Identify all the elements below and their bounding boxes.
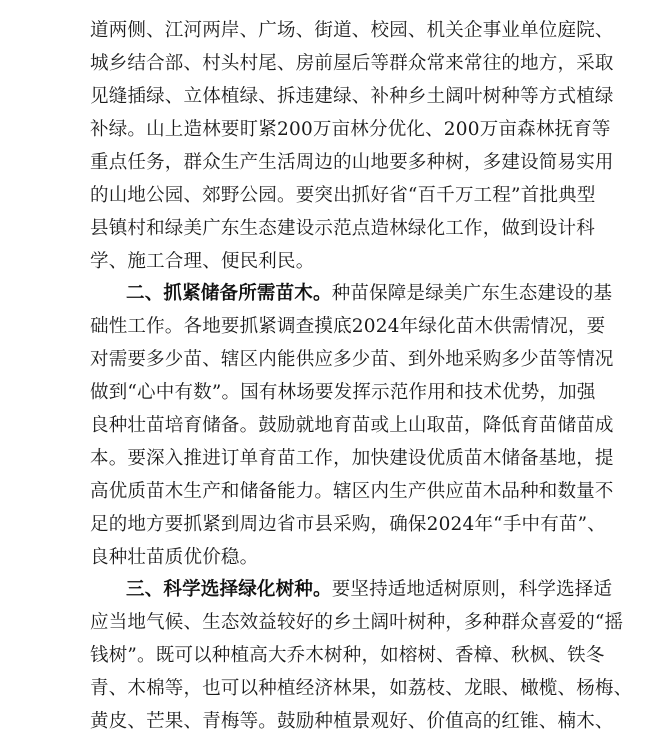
paragraph-text: 础性工作。各地要抓紧调查摸底2024年绿化苗木供需情况，要 xyxy=(90,316,606,337)
paragraph-text: 高优质苗木生产和储备能力。辖区内生产供应苗木品种和数量不 xyxy=(90,481,614,502)
text-line xyxy=(90,477,614,507)
section-heading: 三、科学选择绿化树种。 xyxy=(126,579,332,600)
paragraph-text: 应当地气候、生态效益较好的乡土阔叶树种，多种群众喜爱的“摇 xyxy=(90,612,624,633)
paragraph-text: 良种壮苗培育储备。鼓励就地育苗或上山取苗，降低育苗储苗成 xyxy=(90,415,614,436)
paragraph-text: 钱树”。既可以种植高大乔木树种，如榕树、香樟、秋枫、铁冬 xyxy=(90,645,605,666)
paragraph-text: 黄皮、芒果、青梅等。鼓励种植景观好、价值高的红锥、楠木、 xyxy=(90,711,614,732)
text-line xyxy=(90,444,614,474)
text-line xyxy=(90,674,632,704)
paragraph-text: 要坚持适地适树原则，科学选择适 xyxy=(331,579,613,600)
text-line xyxy=(90,411,614,441)
paragraph-text: 补绿。山上造林要盯紧200万亩林分优化、200万亩森林抚育等 xyxy=(90,119,611,140)
paragraph-text: 道两侧、江河两岸、广场、街道、校园、机关企事业单位庭院、 xyxy=(90,20,614,41)
paragraph-text: 足的地方要抓紧到周边省市县采购，确保2024年“手中有苗”、 xyxy=(90,514,606,535)
text-line xyxy=(90,49,614,79)
paragraph-text: 学、施工合理、便民利民。 xyxy=(90,251,315,272)
paragraph-text: 的山地公园、郊野公园。要突出抓好省“百千万工程”首批典型 xyxy=(90,185,596,206)
text-line xyxy=(90,378,596,408)
text-line xyxy=(90,82,614,112)
text-line xyxy=(90,115,611,145)
paragraph-text: 做到“心中有数”。国有林场要发挥示范作用和技术优势，加强 xyxy=(90,382,596,403)
text-line xyxy=(90,312,605,342)
paragraph-text: 城乡结合部、村头村尾、房前屋后等群众常来常往的地方，采取 xyxy=(90,53,614,74)
text-line xyxy=(126,575,612,605)
text-line xyxy=(90,214,595,244)
paragraph-text: 良种壮苗质优价稳。 xyxy=(90,547,259,568)
text-line xyxy=(90,510,606,540)
paragraph-text: 县镇村和绿美广东生态建设示范点造林绿化工作，做到设计科 xyxy=(90,218,595,239)
text-line xyxy=(90,707,614,737)
paragraph-text: 青、木棉等，也可以种植经济林果，如荔枝、龙眼、橄榄、杨梅、 xyxy=(90,678,633,699)
section-heading: 二、抓紧储备所需苗木。 xyxy=(126,283,332,304)
text-line xyxy=(90,641,605,671)
text-line xyxy=(90,181,596,211)
text-line xyxy=(90,148,614,178)
paragraph-text: 种苗保障是绿美广东生态建设的基 xyxy=(331,283,613,304)
paragraph-text: 重点任务，群众生产生活周边的山地要多种树，多建设简易实用 xyxy=(90,152,614,173)
text-line xyxy=(90,16,614,46)
text-line xyxy=(90,543,258,573)
text-line xyxy=(90,247,314,277)
text-line xyxy=(126,279,612,309)
paragraph-text: 见缝插绿、立体植绿、拆违建绿、补种乡土阔叶树种等方式植绿 xyxy=(90,86,614,107)
text-line xyxy=(90,608,623,638)
paragraph-text: 对需要多少苗、辖区内能供应多少苗、到外地采购多少苗等情况 xyxy=(90,349,614,370)
paragraph-text: 本。要深入推进订单育苗工作，加快建设优质苗木储备基地，提 xyxy=(90,448,614,469)
text-line xyxy=(90,345,614,375)
